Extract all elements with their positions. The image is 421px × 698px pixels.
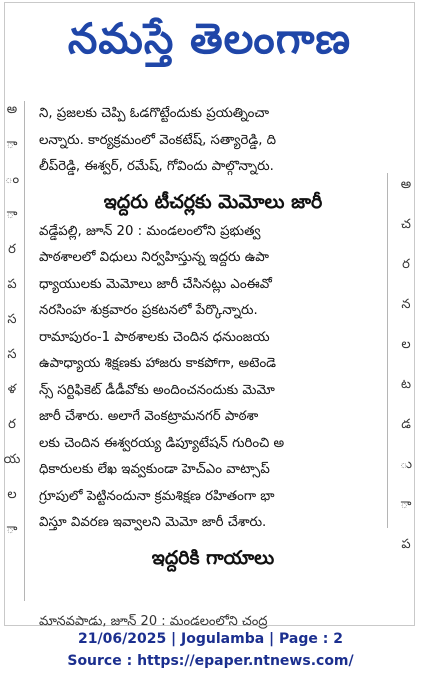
left-fragment-glyph: ా	[6, 522, 18, 537]
body-line: ధికారులకు లేఖ ఇవ్వకుండా హెచ్ఎం వాట్సాప్	[39, 462, 270, 477]
body-line: న్స్ సర్టిఫికెట్ డీడీవోకు అందించనందుకు మెమో	[39, 382, 275, 398]
left-fragment-glyph: ా	[6, 207, 18, 222]
right-fragment-glyph: ర	[402, 257, 410, 272]
body-line: ధ్యాయులకు మెమోలు జారీ చేసినట్లు ఎంఈవో	[39, 276, 272, 292]
body-line: నరసింహ శుక్రవారం ప్రకటనలో పేర్కొన్నారు.	[39, 303, 258, 318]
newspaper-clipping	[3, 2, 415, 629]
clipping-footer	[0, 628, 421, 672]
masthead-title: నమస్తే తెలంగాణ	[67, 14, 352, 63]
right-column-rule	[387, 173, 388, 528]
intro-line: లన్నారు. కార్యక్రమంలో వెంకటేష్, సత్యారెడ్డి, ది	[39, 132, 277, 148]
body-line: గ్రూపులో పెట్టినందునా క్రమశిక్షణ రహితంగా భా	[39, 488, 275, 504]
left-fragment-glyph: స	[7, 312, 17, 327]
left-fragment-glyph: ా	[6, 137, 18, 152]
body-line: వడ్డేపల్లి, జూన్ 20 : మండలంలోని ప్రభుత్వ	[39, 223, 261, 239]
right-fragment-glyph: న	[401, 297, 411, 312]
left-fragment-glyph: ల	[7, 487, 17, 502]
right-fragment-glyph: డ	[401, 417, 411, 432]
body-line: రామాపురం-1 పాఠశాలకు చెందిన ధనుంజయ	[39, 329, 270, 345]
article-body	[39, 219, 387, 537]
article-intro	[39, 101, 387, 181]
masthead	[5, 3, 414, 85]
left-fragment-glyph: య	[3, 452, 21, 467]
body-line: జారీ చేశారు. అలాగే వెంకట్రామనగర్ పాఠశా	[39, 409, 259, 424]
right-fragment-glyph: ట	[400, 377, 412, 392]
left-column-rule	[24, 101, 25, 601]
left-fragment-glyph: ం	[4, 172, 20, 187]
article-headline: ఇద్దరు టీచర్లకు మెమోలు జారీ	[103, 190, 323, 213]
right-column-fragment	[398, 177, 414, 552]
left-fragment-glyph: స	[7, 347, 17, 362]
footer-date-edition: 21/06/2025 | Jogulamba | Page : 2	[78, 631, 343, 647]
body-line: పాఠశాలలో విధులు నిర్వహిస్తున్న ఇద్దరు ఉపా	[39, 250, 270, 265]
intro-line: ని, ప్రజలకు చెప్పి ఓడగొట్టేందుకు ప్రయత్నించా	[39, 106, 270, 121]
body-line: లకు చెందిన ఈశ్వరయ్య డిప్యూటేషన్ గురించి అ	[39, 435, 285, 451]
right-fragment-glyph: ప	[401, 537, 411, 552]
truncated-next-story-line: మానవపాడు, జూన్ 20 : మండలంలోని చంద్ర	[39, 614, 268, 629]
left-fragment-glyph: ళ	[7, 382, 17, 397]
right-fragment-glyph: చ	[401, 217, 411, 232]
footer-source-link[interactable]: Source : https://epaper.ntnews.com/	[67, 653, 354, 669]
left-fragment-glyph: ర	[8, 242, 16, 257]
left-column-fragment	[5, 103, 19, 573]
body-line: విస్తూ వివరణ ఇవ్వాలని మెమో జారీ చేశారు.	[39, 515, 267, 530]
body-line: ఉపాధ్యాయ శిక్షణకు హాజరు కాకపోగా, అటెండె	[39, 356, 277, 371]
left-fragment-glyph: ర	[8, 417, 16, 432]
right-fragment-glyph: ు	[399, 457, 412, 472]
second-headline: ఇద్దరికి గాయాలు	[151, 546, 275, 569]
right-fragment-glyph: ల	[401, 337, 411, 352]
right-fragment-glyph: అ	[400, 177, 412, 192]
left-fragment-glyph: ప	[7, 277, 17, 292]
article	[39, 101, 387, 575]
left-fragment-glyph: అ	[6, 102, 18, 117]
intro-line: లీప్‌రెడ్డి, ఈశ్వర్, రమేష్, గోవిందు పాల్గొన్నారు.	[39, 159, 274, 174]
right-fragment-glyph: ా	[400, 497, 412, 512]
